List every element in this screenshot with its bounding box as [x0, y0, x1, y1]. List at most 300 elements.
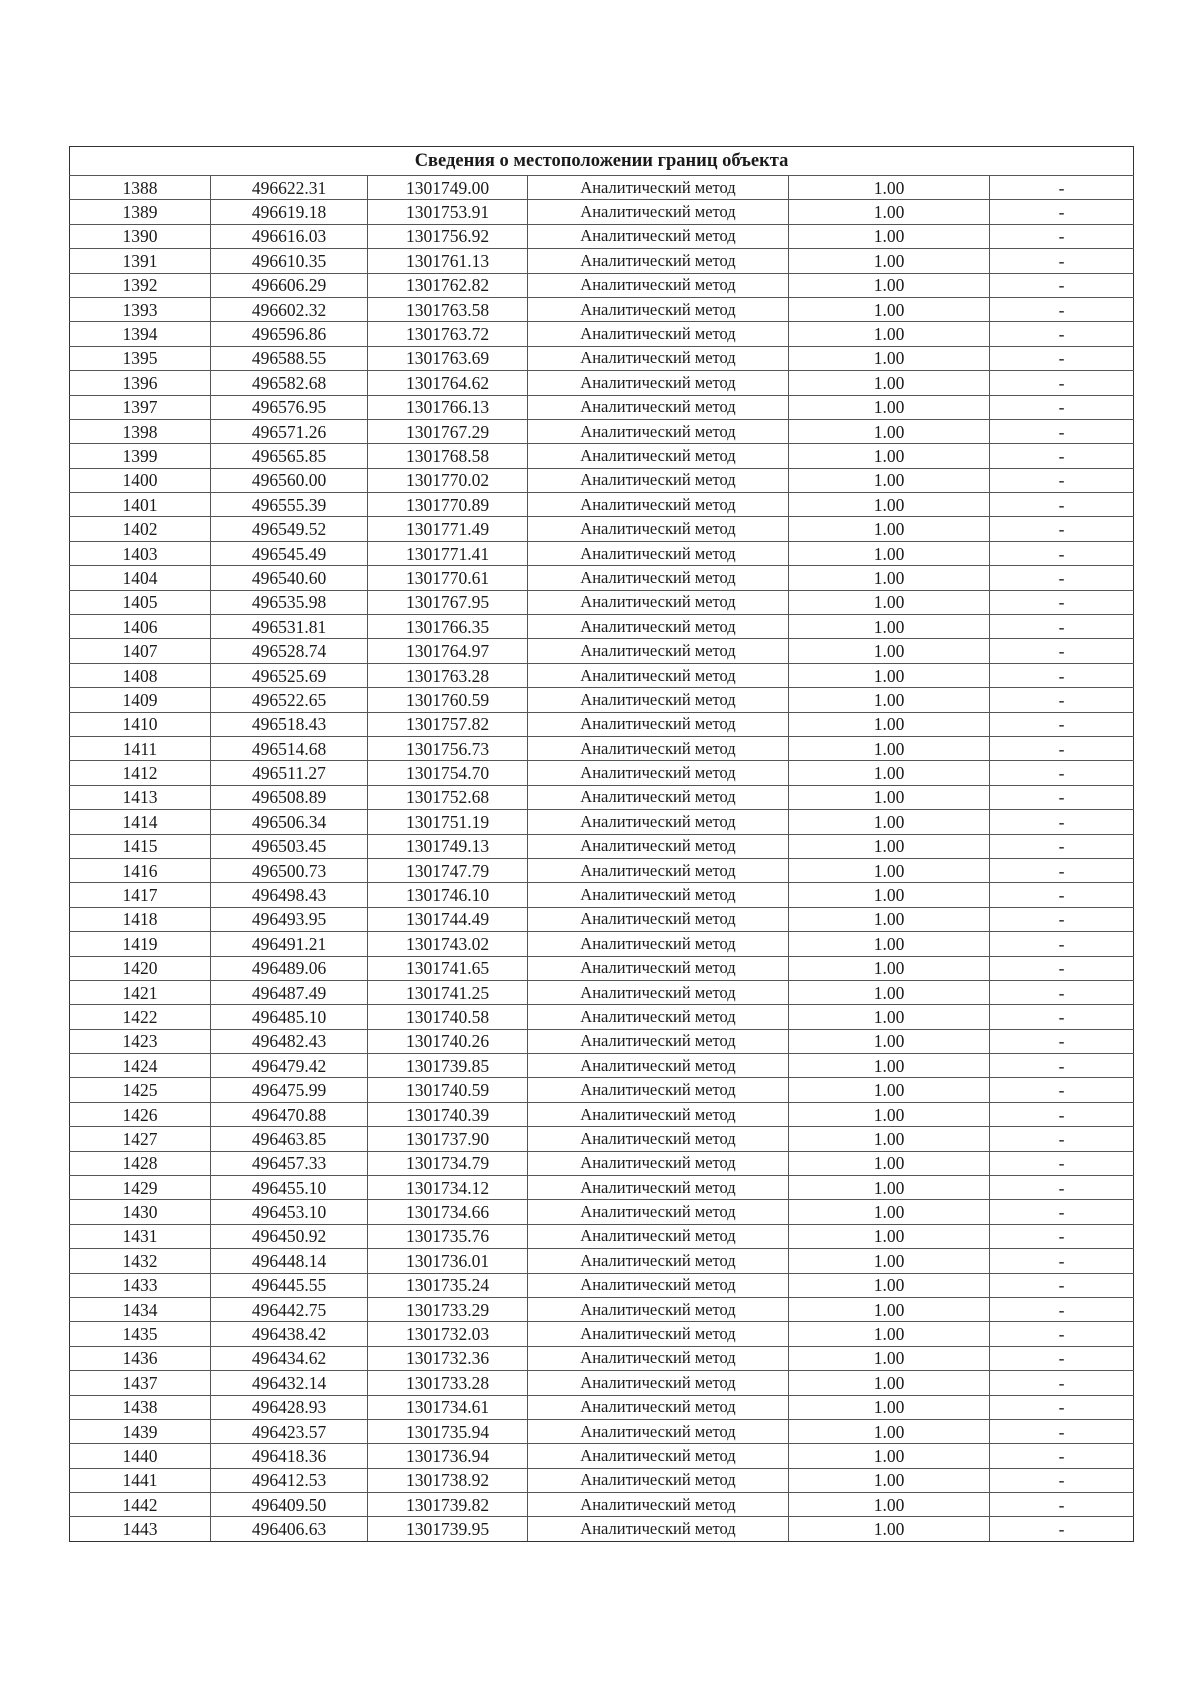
method-cell: Аналитический метод	[528, 615, 789, 639]
description-cell: -	[990, 712, 1134, 736]
y-coordinate-cell: 1301760.59	[368, 688, 528, 712]
table-row	[70, 1468, 1134, 1492]
method-cell: Аналитический метод	[528, 1127, 789, 1151]
method-cell: Аналитический метод	[528, 1346, 789, 1370]
description-cell: -	[990, 883, 1134, 907]
method-cell: Аналитический метод	[528, 883, 789, 907]
point-number-cell: 1434	[70, 1297, 211, 1321]
x-coordinate-cell: 496470.88	[211, 1102, 368, 1126]
x-coordinate-cell: 496482.43	[211, 1029, 368, 1053]
point-number-cell: 1390	[70, 224, 211, 248]
y-coordinate-cell: 1301736.94	[368, 1444, 528, 1468]
method-cell: Аналитический метод	[528, 639, 789, 663]
accuracy-cell: 1.00	[789, 712, 990, 736]
x-coordinate-cell: 496610.35	[211, 249, 368, 273]
description-cell: -	[990, 200, 1134, 224]
point-number-cell: 1412	[70, 761, 211, 785]
table-row	[70, 615, 1134, 639]
description-cell: -	[990, 249, 1134, 273]
y-coordinate-cell: 1301749.13	[368, 834, 528, 858]
method-cell: Аналитический метод	[528, 858, 789, 882]
accuracy-cell: 1.00	[789, 1151, 990, 1175]
table-row	[70, 297, 1134, 321]
table-row	[70, 249, 1134, 273]
point-number-cell: 1399	[70, 444, 211, 468]
point-number-cell: 1389	[70, 200, 211, 224]
method-cell: Аналитический метод	[528, 1468, 789, 1492]
accuracy-cell: 1.00	[789, 688, 990, 712]
point-number-cell: 1419	[70, 932, 211, 956]
accuracy-cell: 1.00	[789, 1419, 990, 1443]
accuracy-cell: 1.00	[789, 322, 990, 346]
x-coordinate-cell: 496571.26	[211, 419, 368, 443]
y-coordinate-cell: 1301757.82	[368, 712, 528, 736]
table-row	[70, 980, 1134, 1004]
y-coordinate-cell: 1301770.61	[368, 566, 528, 590]
description-cell: -	[990, 1444, 1134, 1468]
y-coordinate-cell: 1301763.72	[368, 322, 528, 346]
point-number-cell: 1420	[70, 956, 211, 980]
y-coordinate-cell: 1301764.62	[368, 371, 528, 395]
y-coordinate-cell: 1301733.29	[368, 1297, 528, 1321]
point-number-cell: 1411	[70, 736, 211, 760]
method-cell: Аналитический метод	[528, 176, 789, 200]
x-coordinate-cell: 496545.49	[211, 541, 368, 565]
table-row	[70, 907, 1134, 931]
accuracy-cell: 1.00	[789, 1224, 990, 1248]
y-coordinate-cell: 1301732.36	[368, 1346, 528, 1370]
point-number-cell: 1422	[70, 1005, 211, 1029]
table-row	[70, 1322, 1134, 1346]
method-cell: Аналитический метод	[528, 1029, 789, 1053]
point-number-cell: 1408	[70, 663, 211, 687]
accuracy-cell: 1.00	[789, 1371, 990, 1395]
table-row	[70, 444, 1134, 468]
y-coordinate-cell: 1301743.02	[368, 932, 528, 956]
table-row	[70, 736, 1134, 760]
accuracy-cell: 1.00	[789, 1200, 990, 1224]
y-coordinate-cell: 1301751.19	[368, 810, 528, 834]
accuracy-cell: 1.00	[789, 1078, 990, 1102]
accuracy-cell: 1.00	[789, 444, 990, 468]
x-coordinate-cell: 496522.65	[211, 688, 368, 712]
method-cell: Аналитический метод	[528, 980, 789, 1004]
method-cell: Аналитический метод	[528, 1176, 789, 1200]
x-coordinate-cell: 496588.55	[211, 346, 368, 370]
method-cell: Аналитический метод	[528, 663, 789, 687]
description-cell: -	[990, 1322, 1134, 1346]
y-coordinate-cell: 1301756.92	[368, 224, 528, 248]
point-number-cell: 1410	[70, 712, 211, 736]
point-number-cell: 1400	[70, 468, 211, 492]
method-cell: Аналитический метод	[528, 590, 789, 614]
table-row	[70, 688, 1134, 712]
table-row	[70, 1078, 1134, 1102]
y-coordinate-cell: 1301764.97	[368, 639, 528, 663]
description-cell: -	[990, 1468, 1134, 1492]
table-row	[70, 371, 1134, 395]
x-coordinate-cell: 496555.39	[211, 493, 368, 517]
point-number-cell: 1407	[70, 639, 211, 663]
x-coordinate-cell: 496450.92	[211, 1224, 368, 1248]
point-number-cell: 1418	[70, 907, 211, 931]
description-cell: -	[990, 1176, 1134, 1200]
accuracy-cell: 1.00	[789, 297, 990, 321]
table-row	[70, 810, 1134, 834]
table-row	[70, 322, 1134, 346]
x-coordinate-cell: 496406.63	[211, 1517, 368, 1541]
table-row	[70, 200, 1134, 224]
description-cell: -	[990, 907, 1134, 931]
point-number-cell: 1425	[70, 1078, 211, 1102]
point-number-cell: 1427	[70, 1127, 211, 1151]
accuracy-cell: 1.00	[789, 224, 990, 248]
x-coordinate-cell: 496438.42	[211, 1322, 368, 1346]
table-row	[70, 1419, 1134, 1443]
method-cell: Аналитический метод	[528, 1249, 789, 1273]
table-row	[70, 932, 1134, 956]
accuracy-cell: 1.00	[789, 493, 990, 517]
point-number-cell: 1421	[70, 980, 211, 1004]
x-coordinate-cell: 496418.36	[211, 1444, 368, 1468]
description-cell: -	[990, 468, 1134, 492]
x-coordinate-cell: 496511.27	[211, 761, 368, 785]
x-coordinate-cell: 496560.00	[211, 468, 368, 492]
table-title-row	[70, 147, 1134, 176]
x-coordinate-cell: 496606.29	[211, 273, 368, 297]
method-cell: Аналитический метод	[528, 371, 789, 395]
description-cell: -	[990, 736, 1134, 760]
description-cell: -	[990, 1029, 1134, 1053]
method-cell: Аналитический метод	[528, 688, 789, 712]
x-coordinate-cell: 496500.73	[211, 858, 368, 882]
y-coordinate-cell: 1301744.49	[368, 907, 528, 931]
method-cell: Аналитический метод	[528, 541, 789, 565]
x-coordinate-cell: 496596.86	[211, 322, 368, 346]
table-row	[70, 834, 1134, 858]
point-number-cell: 1391	[70, 249, 211, 273]
method-cell: Аналитический метод	[528, 810, 789, 834]
x-coordinate-cell: 496582.68	[211, 371, 368, 395]
method-cell: Аналитический метод	[528, 1395, 789, 1419]
accuracy-cell: 1.00	[789, 517, 990, 541]
y-coordinate-cell: 1301770.02	[368, 468, 528, 492]
y-coordinate-cell: 1301766.35	[368, 615, 528, 639]
accuracy-cell: 1.00	[789, 395, 990, 419]
point-number-cell: 1416	[70, 858, 211, 882]
table-row	[70, 858, 1134, 882]
point-number-cell: 1388	[70, 176, 211, 200]
y-coordinate-cell: 1301734.79	[368, 1151, 528, 1175]
table-row	[70, 1224, 1134, 1248]
accuracy-cell: 1.00	[789, 810, 990, 834]
accuracy-cell: 1.00	[789, 1493, 990, 1517]
accuracy-cell: 1.00	[789, 736, 990, 760]
table-row	[70, 1054, 1134, 1078]
description-cell: -	[990, 444, 1134, 468]
x-coordinate-cell: 496619.18	[211, 200, 368, 224]
point-number-cell: 1413	[70, 785, 211, 809]
description-cell: -	[990, 834, 1134, 858]
x-coordinate-cell: 496503.45	[211, 834, 368, 858]
y-coordinate-cell: 1301756.73	[368, 736, 528, 760]
point-number-cell: 1430	[70, 1200, 211, 1224]
method-cell: Аналитический метод	[528, 346, 789, 370]
table-row	[70, 1151, 1134, 1175]
point-number-cell: 1415	[70, 834, 211, 858]
point-number-cell: 1401	[70, 493, 211, 517]
point-number-cell: 1438	[70, 1395, 211, 1419]
method-cell: Аналитический метод	[528, 1224, 789, 1248]
y-coordinate-cell: 1301734.61	[368, 1395, 528, 1419]
y-coordinate-cell: 1301734.66	[368, 1200, 528, 1224]
table-row	[70, 1176, 1134, 1200]
description-cell: -	[990, 346, 1134, 370]
accuracy-cell: 1.00	[789, 1444, 990, 1468]
table-row	[70, 1200, 1134, 1224]
y-coordinate-cell: 1301740.26	[368, 1029, 528, 1053]
description-cell: -	[990, 566, 1134, 590]
table-row	[70, 1517, 1134, 1541]
table-row	[70, 273, 1134, 297]
accuracy-cell: 1.00	[789, 1029, 990, 1053]
table-row	[70, 176, 1134, 200]
y-coordinate-cell: 1301740.58	[368, 1005, 528, 1029]
point-number-cell: 1403	[70, 541, 211, 565]
table-row	[70, 1346, 1134, 1370]
method-cell: Аналитический метод	[528, 322, 789, 346]
description-cell: -	[990, 1127, 1134, 1151]
point-number-cell: 1436	[70, 1346, 211, 1370]
y-coordinate-cell: 1301754.70	[368, 761, 528, 785]
y-coordinate-cell: 1301732.03	[368, 1322, 528, 1346]
accuracy-cell: 1.00	[789, 371, 990, 395]
y-coordinate-cell: 1301752.68	[368, 785, 528, 809]
table-title: Сведения о местоположении границ объекта	[70, 147, 1134, 176]
accuracy-cell: 1.00	[789, 200, 990, 224]
x-coordinate-cell: 496428.93	[211, 1395, 368, 1419]
table-row	[70, 956, 1134, 980]
description-cell: -	[990, 1249, 1134, 1273]
x-coordinate-cell: 496489.06	[211, 956, 368, 980]
method-cell: Аналитический метод	[528, 956, 789, 980]
x-coordinate-cell: 496576.95	[211, 395, 368, 419]
x-coordinate-cell: 496518.43	[211, 712, 368, 736]
point-number-cell: 1405	[70, 590, 211, 614]
x-coordinate-cell: 496549.52	[211, 517, 368, 541]
description-cell: -	[990, 517, 1134, 541]
table-row	[70, 663, 1134, 687]
point-number-cell: 1443	[70, 1517, 211, 1541]
y-coordinate-cell: 1301771.41	[368, 541, 528, 565]
point-number-cell: 1394	[70, 322, 211, 346]
point-number-cell: 1442	[70, 1493, 211, 1517]
point-number-cell: 1428	[70, 1151, 211, 1175]
accuracy-cell: 1.00	[789, 639, 990, 663]
method-cell: Аналитический метод	[528, 1273, 789, 1297]
point-number-cell: 1402	[70, 517, 211, 541]
accuracy-cell: 1.00	[789, 956, 990, 980]
y-coordinate-cell: 1301739.95	[368, 1517, 528, 1541]
table-row	[70, 1444, 1134, 1468]
x-coordinate-cell: 496514.68	[211, 736, 368, 760]
accuracy-cell: 1.00	[789, 932, 990, 956]
description-cell: -	[990, 858, 1134, 882]
accuracy-cell: 1.00	[789, 907, 990, 931]
accuracy-cell: 1.00	[789, 273, 990, 297]
y-coordinate-cell: 1301771.49	[368, 517, 528, 541]
description-cell: -	[990, 785, 1134, 809]
accuracy-cell: 1.00	[789, 785, 990, 809]
description-cell: -	[990, 1102, 1134, 1126]
y-coordinate-cell: 1301770.89	[368, 493, 528, 517]
y-coordinate-cell: 1301735.76	[368, 1224, 528, 1248]
x-coordinate-cell: 496525.69	[211, 663, 368, 687]
accuracy-cell: 1.00	[789, 1102, 990, 1126]
method-cell: Аналитический метод	[528, 761, 789, 785]
y-coordinate-cell: 1301747.79	[368, 858, 528, 882]
x-coordinate-cell: 496540.60	[211, 566, 368, 590]
accuracy-cell: 1.00	[789, 1273, 990, 1297]
method-cell: Аналитический метод	[528, 1371, 789, 1395]
method-cell: Аналитический метод	[528, 1151, 789, 1175]
accuracy-cell: 1.00	[789, 980, 990, 1004]
point-number-cell: 1409	[70, 688, 211, 712]
description-cell: -	[990, 1054, 1134, 1078]
x-coordinate-cell: 496528.74	[211, 639, 368, 663]
x-coordinate-cell: 496475.99	[211, 1078, 368, 1102]
accuracy-cell: 1.00	[789, 419, 990, 443]
method-cell: Аналитический метод	[528, 1517, 789, 1541]
accuracy-cell: 1.00	[789, 1517, 990, 1541]
y-coordinate-cell: 1301767.95	[368, 590, 528, 614]
table-body	[70, 176, 1134, 1542]
accuracy-cell: 1.00	[789, 883, 990, 907]
description-cell: -	[990, 932, 1134, 956]
accuracy-cell: 1.00	[789, 615, 990, 639]
y-coordinate-cell: 1301767.29	[368, 419, 528, 443]
x-coordinate-cell: 496453.10	[211, 1200, 368, 1224]
table-row	[70, 566, 1134, 590]
description-cell: -	[990, 1151, 1134, 1175]
y-coordinate-cell: 1301763.28	[368, 663, 528, 687]
point-number-cell: 1398	[70, 419, 211, 443]
x-coordinate-cell: 496455.10	[211, 1176, 368, 1200]
description-cell: -	[990, 761, 1134, 785]
x-coordinate-cell: 496485.10	[211, 1005, 368, 1029]
point-number-cell: 1396	[70, 371, 211, 395]
x-coordinate-cell: 496487.49	[211, 980, 368, 1004]
y-coordinate-cell: 1301740.59	[368, 1078, 528, 1102]
method-cell: Аналитический метод	[528, 1444, 789, 1468]
description-cell: -	[990, 1005, 1134, 1029]
x-coordinate-cell: 496535.98	[211, 590, 368, 614]
table-row	[70, 1029, 1134, 1053]
table-row	[70, 1127, 1134, 1151]
table-row	[70, 761, 1134, 785]
table-row	[70, 1102, 1134, 1126]
description-cell: -	[990, 273, 1134, 297]
description-cell: -	[990, 688, 1134, 712]
table-row	[70, 639, 1134, 663]
table-row	[70, 468, 1134, 492]
x-coordinate-cell: 496445.55	[211, 1273, 368, 1297]
description-cell: -	[990, 590, 1134, 614]
y-coordinate-cell: 1301761.13	[368, 249, 528, 273]
method-cell: Аналитический метод	[528, 444, 789, 468]
method-cell: Аналитический метод	[528, 395, 789, 419]
x-coordinate-cell: 496506.34	[211, 810, 368, 834]
point-number-cell: 1414	[70, 810, 211, 834]
x-coordinate-cell: 496508.89	[211, 785, 368, 809]
x-coordinate-cell: 496432.14	[211, 1371, 368, 1395]
description-cell: -	[990, 1371, 1134, 1395]
x-coordinate-cell: 496616.03	[211, 224, 368, 248]
point-number-cell: 1393	[70, 297, 211, 321]
table-row	[70, 1005, 1134, 1029]
table-row	[70, 785, 1134, 809]
point-number-cell: 1432	[70, 1249, 211, 1273]
table-row	[70, 712, 1134, 736]
method-cell: Аналитический метод	[528, 249, 789, 273]
description-cell: -	[990, 224, 1134, 248]
accuracy-cell: 1.00	[789, 1176, 990, 1200]
y-coordinate-cell: 1301741.25	[368, 980, 528, 1004]
accuracy-cell: 1.00	[789, 1127, 990, 1151]
x-coordinate-cell: 496442.75	[211, 1297, 368, 1321]
table-row	[70, 541, 1134, 565]
accuracy-cell: 1.00	[789, 176, 990, 200]
y-coordinate-cell: 1301733.28	[368, 1371, 528, 1395]
y-coordinate-cell: 1301734.12	[368, 1176, 528, 1200]
x-coordinate-cell: 496448.14	[211, 1249, 368, 1273]
table-row	[70, 395, 1134, 419]
table-row	[70, 1297, 1134, 1321]
x-coordinate-cell: 496457.33	[211, 1151, 368, 1175]
point-number-cell: 1395	[70, 346, 211, 370]
method-cell: Аналитический метод	[528, 1005, 789, 1029]
point-number-cell: 1429	[70, 1176, 211, 1200]
y-coordinate-cell: 1301735.94	[368, 1419, 528, 1443]
method-cell: Аналитический метод	[528, 297, 789, 321]
method-cell: Аналитический метод	[528, 712, 789, 736]
description-cell: -	[990, 810, 1134, 834]
table-row	[70, 493, 1134, 517]
description-cell: -	[990, 493, 1134, 517]
method-cell: Аналитический метод	[528, 1297, 789, 1321]
x-coordinate-cell: 496423.57	[211, 1419, 368, 1443]
x-coordinate-cell: 496434.62	[211, 1346, 368, 1370]
point-number-cell: 1435	[70, 1322, 211, 1346]
point-number-cell: 1441	[70, 1468, 211, 1492]
table-row	[70, 346, 1134, 370]
y-coordinate-cell: 1301736.01	[368, 1249, 528, 1273]
method-cell: Аналитический метод	[528, 932, 789, 956]
x-coordinate-cell: 496565.85	[211, 444, 368, 468]
description-cell: -	[990, 1346, 1134, 1370]
accuracy-cell: 1.00	[789, 1297, 990, 1321]
method-cell: Аналитический метод	[528, 1200, 789, 1224]
point-number-cell: 1423	[70, 1029, 211, 1053]
x-coordinate-cell: 496498.43	[211, 883, 368, 907]
description-cell: -	[990, 956, 1134, 980]
accuracy-cell: 1.00	[789, 1249, 990, 1273]
y-coordinate-cell: 1301737.90	[368, 1127, 528, 1151]
method-cell: Аналитический метод	[528, 273, 789, 297]
description-cell: -	[990, 322, 1134, 346]
description-cell: -	[990, 639, 1134, 663]
x-coordinate-cell: 496409.50	[211, 1493, 368, 1517]
